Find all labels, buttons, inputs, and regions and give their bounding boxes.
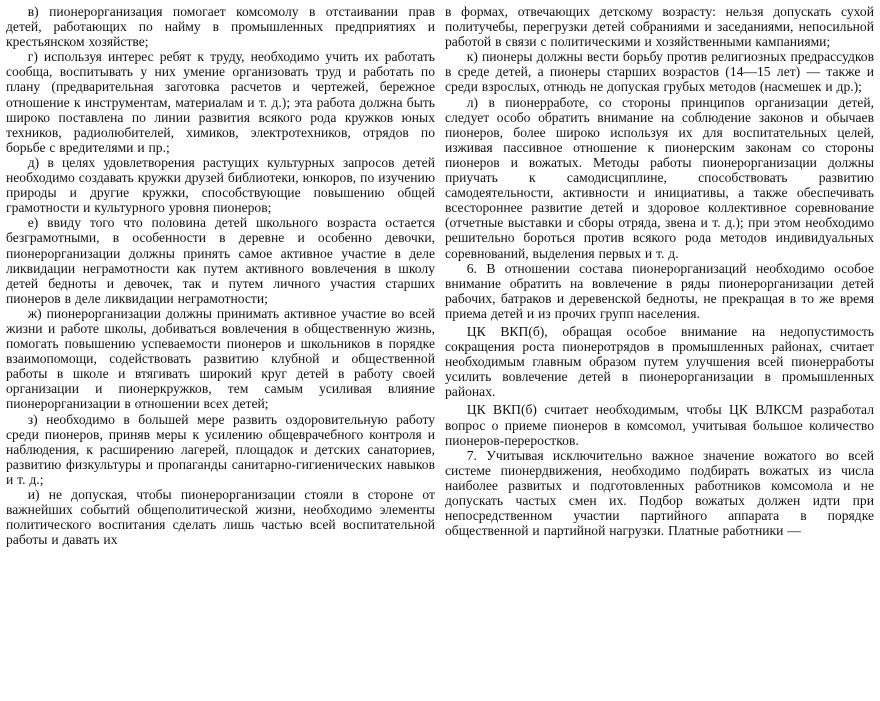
paragraph-section-7: 7. Учитывая исключительно важное значение вожатого во всей системе пионердвижения, необходимо подбирать вожатых из числа наиболее развитых и подготовленных работников комсомола и не допускать частых смен их. Подбор вожатых должен идти при непосредственном участии партийного аппарата в порядке общественной и партийной нагрузки. Платные работники — — [445, 447, 874, 539]
paragraph-i: и) не допуская, чтобы пионерорганизации стояли в стороне от важнейших событий общеполитической жизни, необходимо элементы политического воспитания сделать лишь частью всей воспитательной работы и давать их — [6, 487, 435, 548]
paragraph-l: л) в пионерработе, со стороны принципов организации детей, следует особо обратить внимание на соблюдение законов и обычаев пионеров, более широко используя их для воспитательных целей, изживая пассивное отношение к пионерским законам со стороны пионеров и вожатых. Методы работы пионерорганизации должны приучать к самодисциплине, способствовать развитию самодеятельности, активности и инициативы, а также обеспечивать всестороннее развитие детей и здоровое коллективное соревнование (отчетные выставки и сборы отряда, звена и т. д.); при этом необходимо решительно бороться против всякого рода методов индивидуальных соревнований, выделения первых и т. д. — [445, 94, 874, 261]
paragraph-ck-2: ЦК ВКП(б) считает необходимым, чтобы ЦК ВЛКСМ разработал вопрос о приеме пионеров в комсомол, учитывая большое количество пионеров-переростков. — [445, 402, 874, 448]
paragraph-e: е) ввиду того что половина детей школьного возраста остается безграмотными, в особенности в деревне и особенно девочки, пионерорганизации должны принять самое активное участие в деле ликвидации неграмотности как путем активного вовлечения в школу детей бедноты и девочек, так и путем личного участия старших пионеров в деле ликвидации неграмотности; — [6, 215, 435, 306]
right-column — [445, 0, 874, 701]
paragraph-z: з) необходимо в большей мере развить оздоровительную работу среди пионеров, приняв меры к усилению общеврачебного контроля и наблюдения, к расширению лагерей, площадок и детских санаториев, развитию физкультуры и пропаганды санитарно-гигиенических навыков и т. д.; — [6, 411, 435, 487]
paragraph-k: к) пионеры должны вести борьбу против религиозных предрассудков в среде детей, а пионеры старших возрастов (14—15 лет) — также и среди взрослых, отнюдь не допуская грубых методов (насмешек и др.); — [445, 49, 874, 95]
paragraph-v: в) пионерорганизация помогает комсомолу в отстаивании прав детей, работающих по найму в промышленных предприятиях и крестьянском хозяйстве; — [6, 4, 435, 50]
paragraph-i-continued: в формах, отвечающих детскому возрасту: нельзя допускать сухой политучебы, перегрузки детей собраниями и заседаниями, непосильной работой в связи с политическими и хозяйственными кампаниями; — [445, 4, 874, 50]
left-column — [6, 0, 435, 701]
paragraph-d: д) в целях удовлетворения растущих культурных запросов детей необходимо создавать кружки друзей библиотеки, юнкоров, по изучению природы и другие кружки, способствующие повышению общей грамотности и культурного уровня пионеров; — [6, 154, 435, 216]
paragraph-zh: ж) пионерорганизации должны принимать активное участие во всей жизни и работе школы, добиваться вовлечения в общественную жизнь, помогать повышению успеваемости пионеров и школьников в порядке взаимопомощи, содействовать развитию клубной и общественной работы в школе и втягивать широкий круг детей в работу своей организации и пионеркружков, тем самым усиливая влияние пионерорганизации в отношении всех детей; — [6, 305, 435, 412]
paragraph-g: г) используя интерес ребят к труду, необходимо учить их работать сообща, воспитывать у них умение организовать труд и работать по плану (предварительная заготовка расчетов и чертежей, бережное отношение к инструментам, материалам и т. д.); эта работа должна быть широко поставлена по линии развития всякого рода кружков юных техников, радиолюбителей, химиков, электротехников, отрядов по борьбе с вредителями и пр.; — [6, 49, 435, 155]
paragraph-section-6: 6. В отношении состава пионерорганизаций необходимо особое внимание обратить на вовлечение в ряды пионерорганизации детей рабочих, батраков и деревенской бедноты, не прекращая в то же время приема детей и из прочих групп населения. — [445, 260, 874, 321]
paragraph-ck-1: ЦК ВКП(б), обращая особое внимание на недопустимость сокращения роста пионеротрядов в промышленных районах, считает необходимым главным образом путем улучшения всей пионерработы усилить вовлечение детей в пионерорганизации в промышленных районах. — [445, 323, 874, 400]
